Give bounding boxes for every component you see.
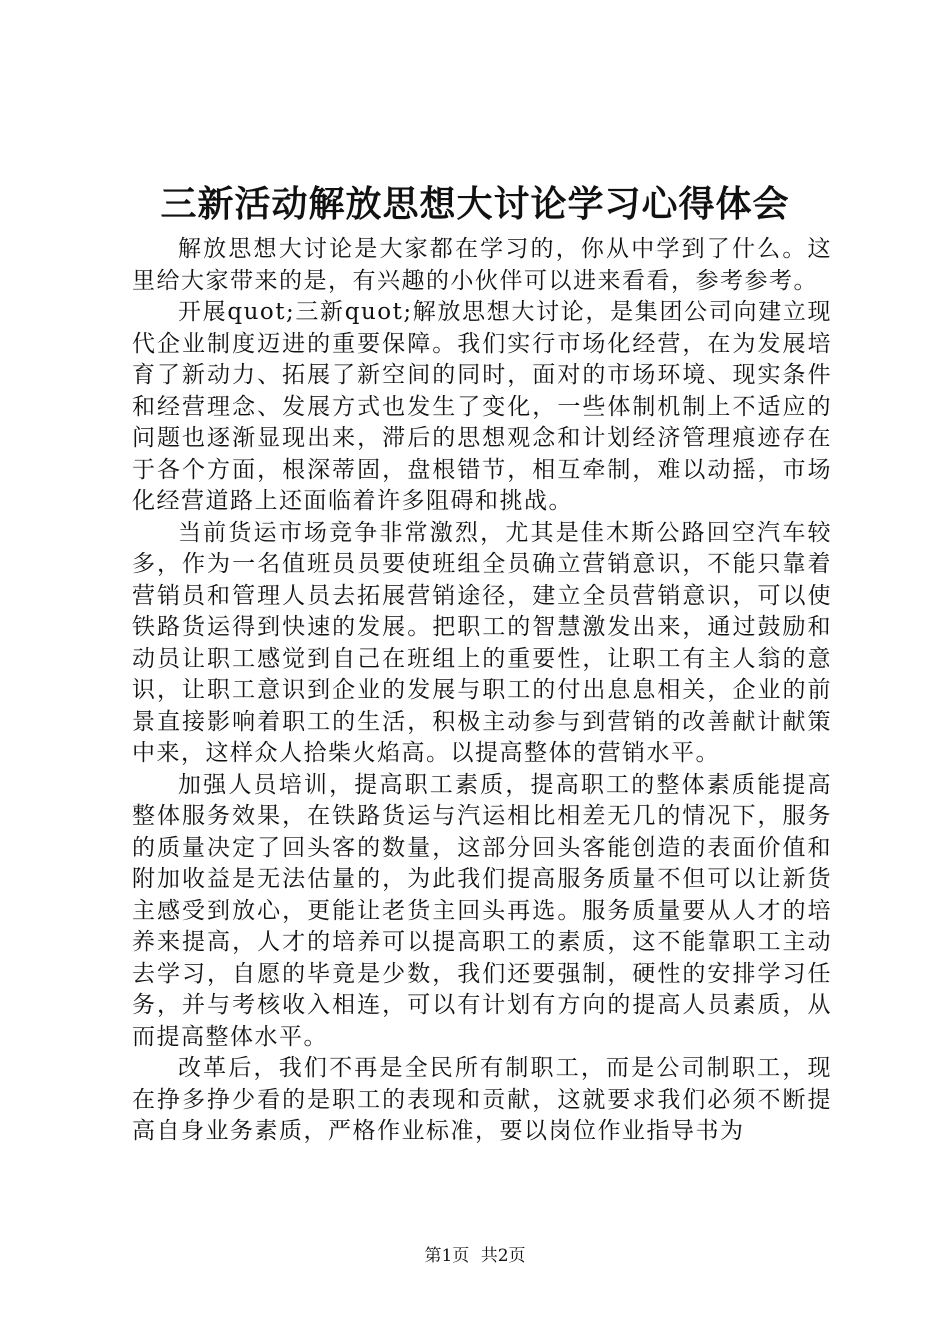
document-title: 三新活动解放思想大讨论学习心得体会 [160,183,790,225]
paragraph: 解放思想大讨论是大家都在学习的，你从中学到了什么。这里给大家带来的是，有兴趣的小伙伴可以进来看看，参考参考。 [132,236,832,294]
paragraph: 加强人员培训，提高职工素质，提高职工的整体素质能提高整体服务效果，在铁路货运与汽运相比相差无几的情况下，服务的质量决定了回头客的数量，这部分回头客能创造的表面价值和附加收益是无法估量的，为此我们提高服务质量不但可以让新货主感受到放心，更能让老货主回头再选。服务质量要从人才的培养来提高，人才的培养可以提高职工的素质，这不能靠职工主动去学习，自愿的毕竟是少数，我们还要强制，硬性的安排学习任务，并与考核收入相连，可以有计划有方向的提高人员素质，从而提高整体水平。 [132,771,832,1050]
paragraph: 开展quot;三新quot;解放思想大讨论，是集团公司向建立现代企业制度迈进的重要保障。我们实行市场化经营，在为发展培育了新动力、拓展了新空间的同时，面对的市场环境、现实条件和经营理念、发展方式也发生了变化，一些体制机制上不适应的问题也逐渐显现出来，滞后的思想观念和计划经济管理痕迹存在于各个方面，根深蒂固，盘根错节，相互牵制，难以动摇，市场化经营道路上还面临着许多阻碍和挑战。 [132,299,832,514]
page-number: 第1页 [424,1246,470,1266]
paragraph: 当前货运市场竞争非常激烈，尤其是佳木斯公路回空汽车较多，作为一名值班员员要使班组全员确立营销意识，不能只靠着营销员和管理人员去拓展营销途径，建立全员营销意识，可以使铁路货运得到快速的发展。把职工的智慧激发出来，通过鼓励和动员让职工感觉到自己在班组上的重要性，让职工有主人翁的意识，让职工意识到企业的发展与职工的付出息息相关，企业的前景直接影响着职工的生活，积极主动参与到营销的改善献计献策中来，这样众人拾柴火焰高。以提高整体的营销水平。 [132,519,832,766]
document-body [132,234,832,1148]
page-footer [0,1244,950,1268]
paragraph: 改革后，我们不再是全民所有制职工，而是公司制职工，现在挣多挣少看的是职工的表现和贡献，这就要求我们必须不断提高自身业务素质，严格作业标准，要以岗位作业指导书为 [132,1055,832,1144]
page-total: 共2页 [480,1246,526,1266]
